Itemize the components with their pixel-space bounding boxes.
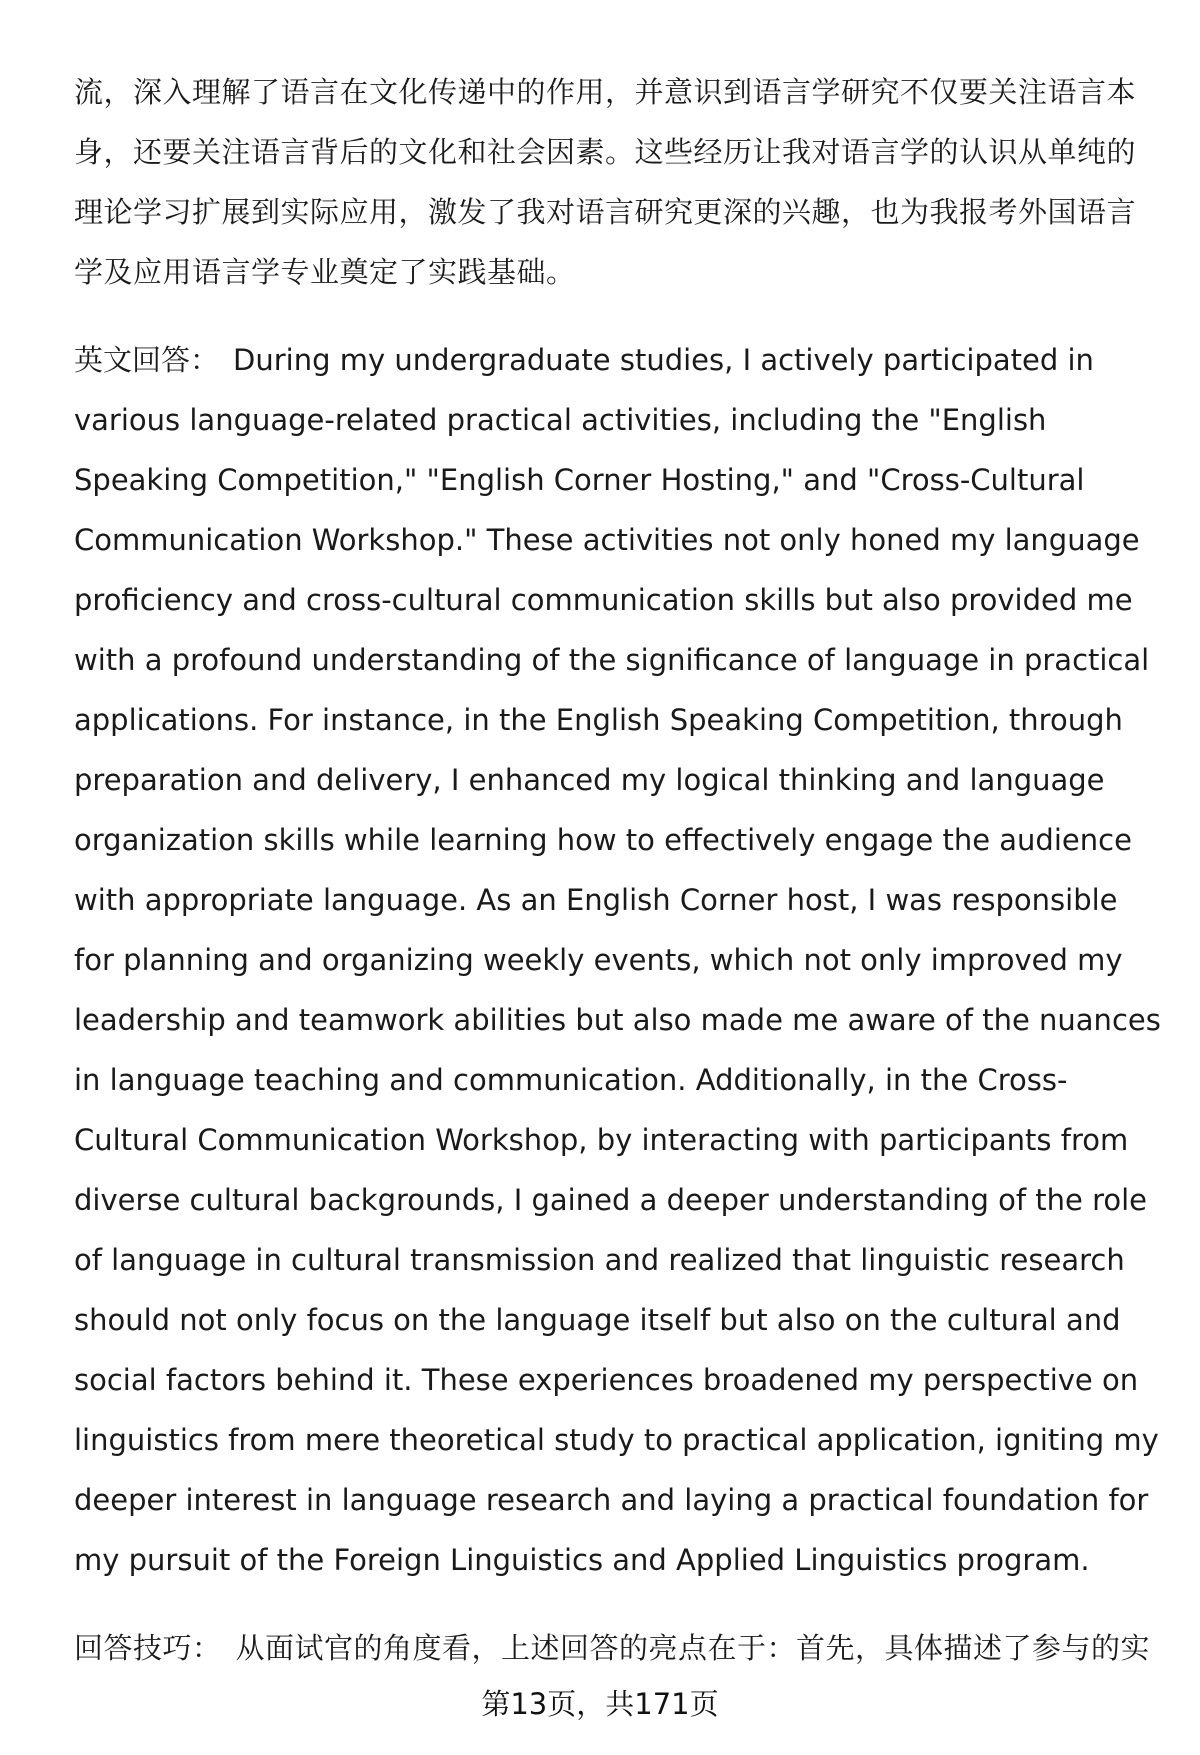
- english-answer-text: During my undergraduate studies, I actively participated in various language-related practical activities, including the "English Speaking Competition," "English Corner Hosting," and "Cross-Cultural Communication Workshop." These activities not only honed my language proficiency and cross-cultural communication skills but also provided me with a profound understanding of the significance of language in practical applications. For instance, in the English Speaking Competition, through preparation and delivery, I enhanced my logical thinking and language organization skills while learning how to effectively engage the audience with appropriate language. As an English Corner host, I was responsible for planning and organizing weekly events, which not only improved my leadership and teamwork abilities but also made me aware of the nuances in language teaching and communication. Additionally, in the Cross-Cultural Communication Workshop, by interacting with participants from diverse cultural backgrounds, I gained a deeper understanding of the role of language in cultural transmission and realized that linguistic research should not only focus on the language itself but also on the cultural and social factors behind it. These experiences broadened my perspective on linguistics from mere theoretical study to practical application, igniting my deeper interest in language research and laying a practical foundation for my pursuit of the Foreign Linguistics and Applied Linguistics program.: [74, 343, 1161, 1577]
- intro-paragraph: 流，深入理解了语言在文化传递中的作用，并意识到语言学研究不仅要关注语言本身，还要关注语言背后的文化和社会因素。这些经历让我对语言学的认识从单纯的理论学习扩展到实际应用，激发了我对语言研究更深的兴趣，也为我报考外国语言学及应用语言学专业奠定了实践基础。: [74, 75, 1137, 289]
- english-answer-paragraph: [74, 330, 1164, 1590]
- answer-tips-label: 回答技巧：: [74, 1631, 222, 1665]
- page-number-footer: 第13页，共171页: [481, 1687, 719, 1721]
- english-answer-label: 英文回答：: [74, 343, 220, 377]
- answer-tips-text: 从面试官的角度看，上述回答的亮点在于：首先，具体描述了参与的实: [235, 1631, 1151, 1665]
- document-body: [74, 62, 1164, 1678]
- answer-tips-paragraph: [74, 1618, 1164, 1678]
